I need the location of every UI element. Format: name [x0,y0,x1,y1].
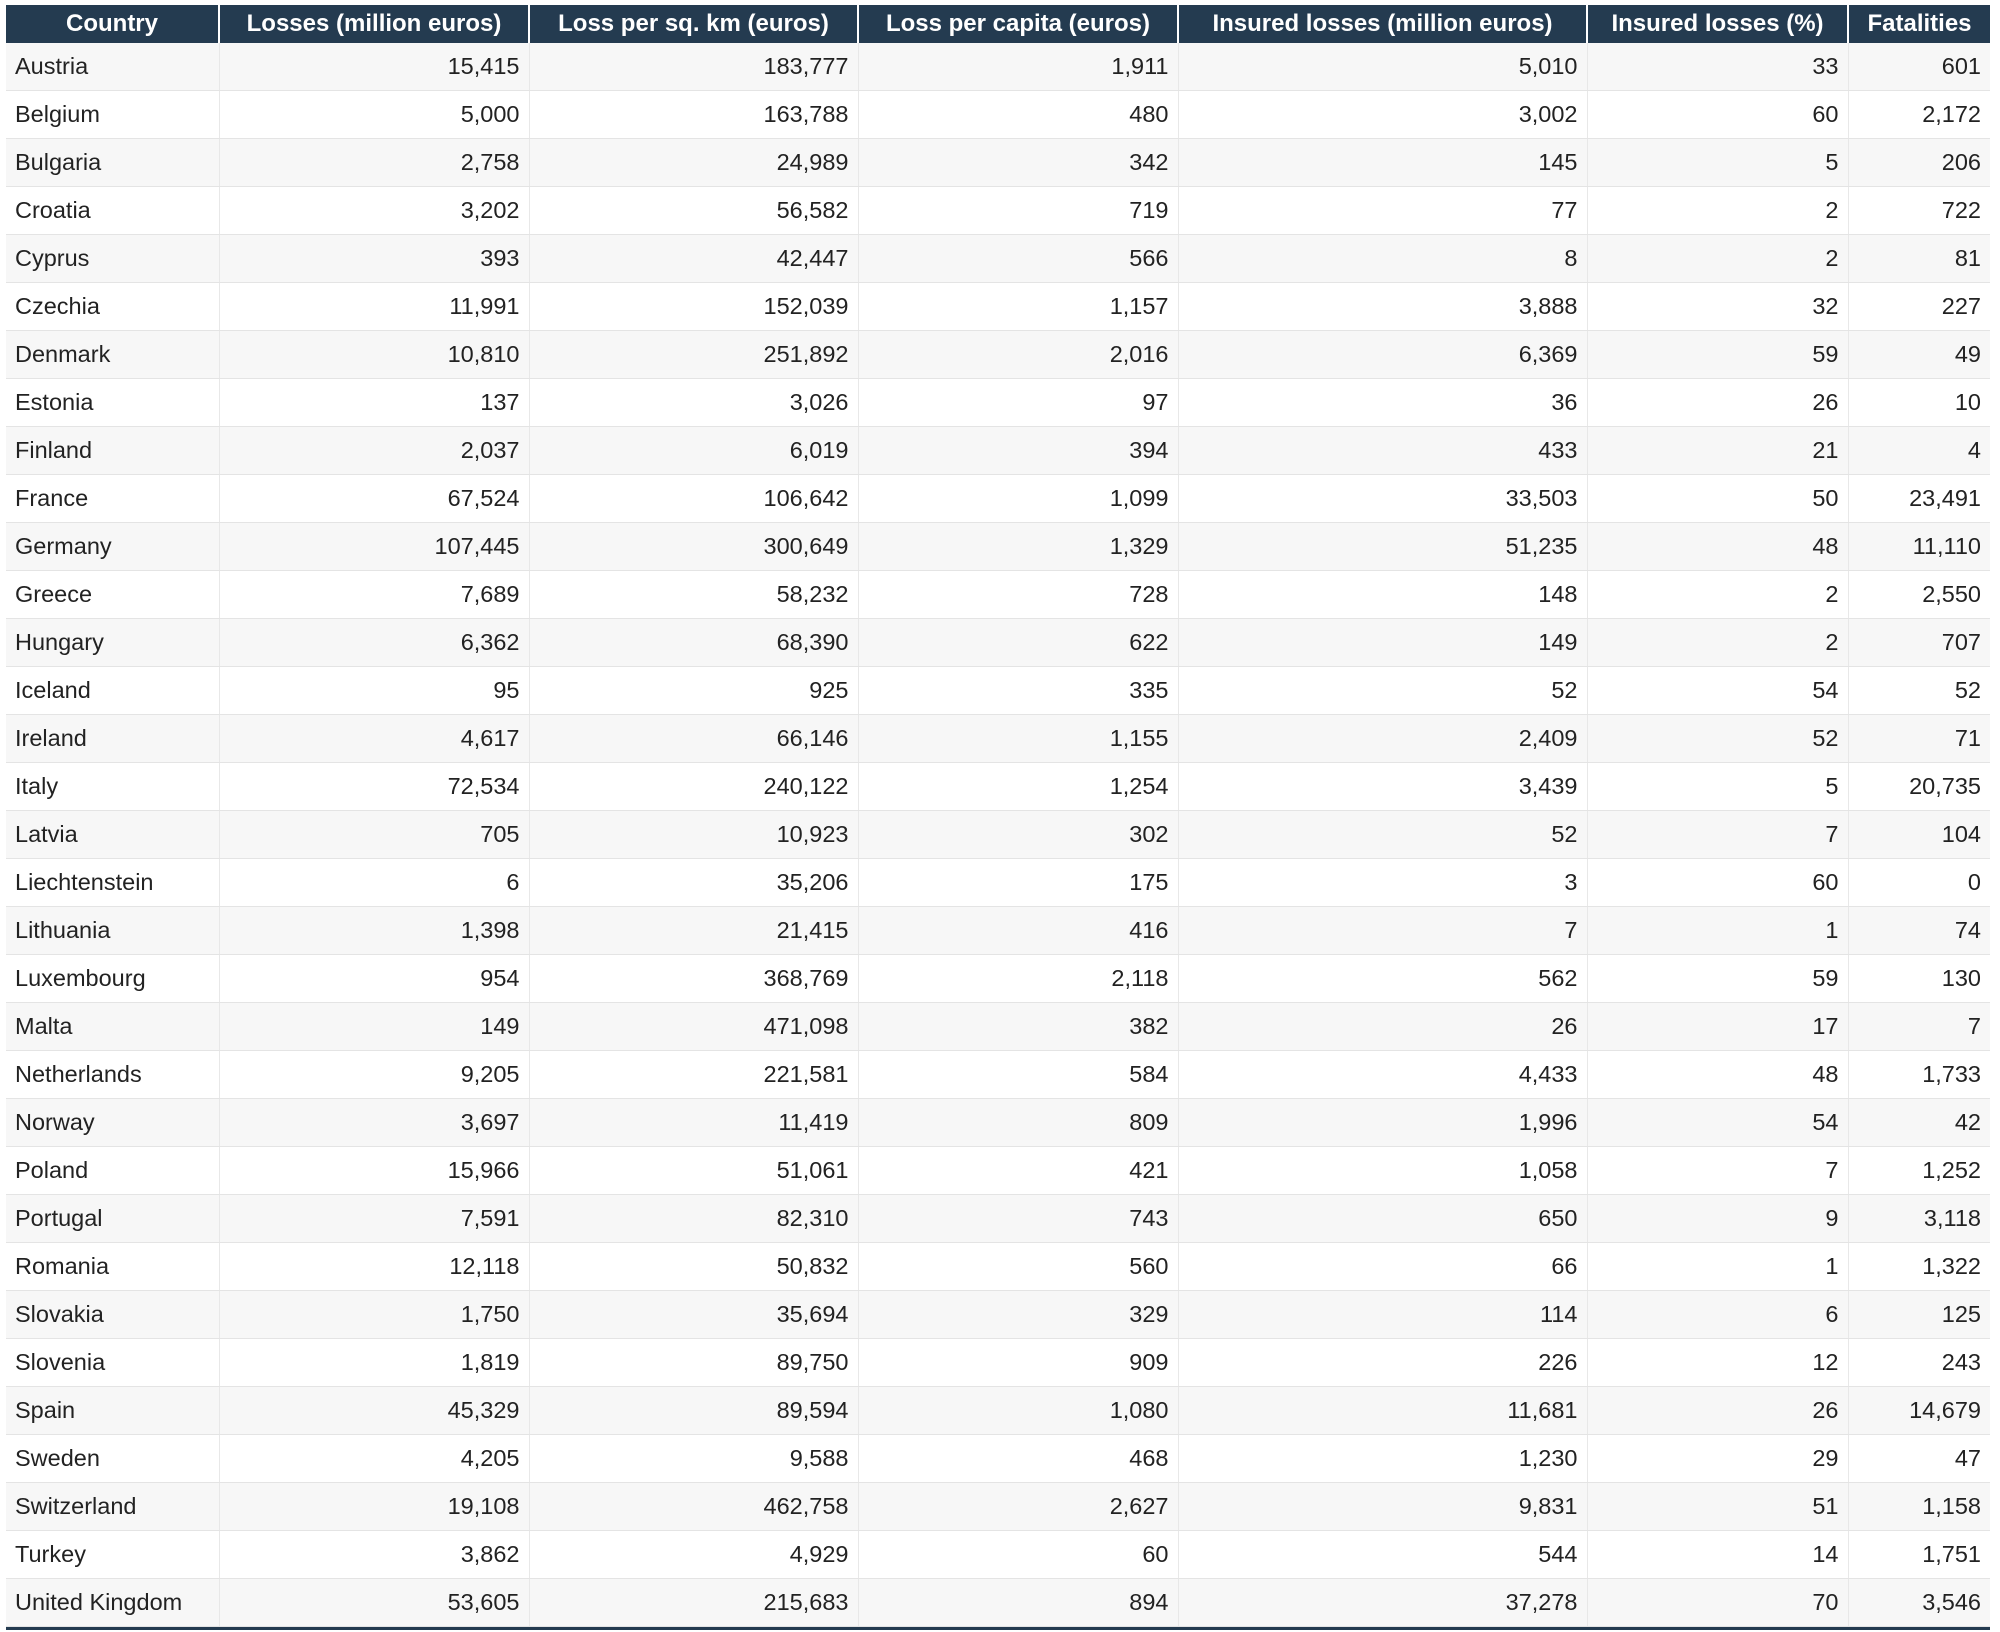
value-cell: 35,206 [529,859,858,907]
value-cell: 70 [1587,1579,1848,1627]
value-cell: 6,369 [1178,331,1587,379]
column-header: Insured losses (%) [1587,5,1848,43]
value-cell: 54 [1587,1099,1848,1147]
value-cell: 10,810 [219,331,529,379]
value-cell: 226 [1178,1339,1587,1387]
table-row [6,619,1990,667]
value-cell: 3,862 [219,1531,529,1579]
value-cell: 1,733 [1848,1051,1990,1099]
table-row [6,1291,1990,1339]
value-cell: 114 [1178,1291,1587,1339]
country-cell: Portugal [6,1195,219,1243]
value-cell: 12 [1587,1339,1848,1387]
table-row [6,1483,1990,1531]
value-cell: 3,002 [1178,91,1587,139]
value-cell: 2,172 [1848,91,1990,139]
value-cell: 58,232 [529,571,858,619]
value-cell: 2,118 [858,955,1178,1003]
value-cell: 1,996 [1178,1099,1587,1147]
country-cell: Estonia [6,379,219,427]
value-cell: 10 [1848,379,1990,427]
value-cell: 1,155 [858,715,1178,763]
value-cell: 894 [858,1579,1178,1627]
value-cell: 1,099 [858,475,1178,523]
table-row [6,139,1990,187]
value-cell: 33 [1587,43,1848,91]
value-cell: 342 [858,139,1178,187]
table-row [6,475,1990,523]
value-cell: 2,550 [1848,571,1990,619]
table-row [6,1051,1990,1099]
value-cell: 104 [1848,811,1990,859]
value-cell: 4,929 [529,1531,858,1579]
value-cell: 394 [858,427,1178,475]
country-cell: United Kingdom [6,1579,219,1627]
country-cell: Finland [6,427,219,475]
value-cell: 3,202 [219,187,529,235]
value-cell: 5 [1587,139,1848,187]
column-header: Country [6,5,219,43]
value-cell: 15,415 [219,43,529,91]
value-cell: 4,205 [219,1435,529,1483]
value-cell: 66 [1178,1243,1587,1291]
value-cell: 1,329 [858,523,1178,571]
value-cell: 1,252 [1848,1147,1990,1195]
value-cell: 15,966 [219,1147,529,1195]
value-cell: 60 [1587,859,1848,907]
value-cell: 2,016 [858,331,1178,379]
table-body [6,43,1990,1627]
value-cell: 1,058 [1178,1147,1587,1195]
value-cell: 11,419 [529,1099,858,1147]
value-cell: 95 [219,667,529,715]
country-cell: Malta [6,1003,219,1051]
value-cell: 4,617 [219,715,529,763]
value-cell: 37,278 [1178,1579,1587,1627]
table-row [6,427,1990,475]
column-header: Insured losses (million euros) [1178,5,1587,43]
value-cell: 1,158 [1848,1483,1990,1531]
country-cell: Netherlands [6,1051,219,1099]
table-row [6,1195,1990,1243]
value-cell: 243 [1848,1339,1990,1387]
value-cell: 1,911 [858,43,1178,91]
value-cell: 163,788 [529,91,858,139]
value-cell: 6,362 [219,619,529,667]
value-cell: 20,735 [1848,763,1990,811]
value-cell: 33,503 [1178,475,1587,523]
table-row [6,91,1990,139]
value-cell: 82,310 [529,1195,858,1243]
value-cell: 5,000 [219,91,529,139]
table-row [6,667,1990,715]
table-row [6,763,1990,811]
country-cell: Ireland [6,715,219,763]
value-cell: 335 [858,667,1178,715]
table-row [6,1387,1990,1435]
value-cell: 7 [1587,811,1848,859]
value-cell: 50 [1587,475,1848,523]
country-cell: Turkey [6,1531,219,1579]
table-row [6,1339,1990,1387]
value-cell: 36 [1178,379,1587,427]
value-cell: 125 [1848,1291,1990,1339]
value-cell: 1 [1587,907,1848,955]
value-cell: 148 [1178,571,1587,619]
value-cell: 19,108 [219,1483,529,1531]
value-cell: 1 [1587,1243,1848,1291]
value-cell: 329 [858,1291,1178,1339]
table-row [6,1243,1990,1291]
table-bottom-rule [6,1627,1990,1630]
table-row [6,859,1990,907]
value-cell: 52 [1178,667,1587,715]
value-cell: 68,390 [529,619,858,667]
value-cell: 66,146 [529,715,858,763]
value-cell: 468 [858,1435,1178,1483]
value-cell: 3,888 [1178,283,1587,331]
country-cell: France [6,475,219,523]
value-cell: 81 [1848,235,1990,283]
value-cell: 107,445 [219,523,529,571]
value-cell: 9,588 [529,1435,858,1483]
value-cell: 175 [858,859,1178,907]
value-cell: 60 [1587,91,1848,139]
value-cell: 42 [1848,1099,1990,1147]
country-cell: Czechia [6,283,219,331]
value-cell: 29 [1587,1435,1848,1483]
value-cell: 544 [1178,1531,1587,1579]
value-cell: 1,157 [858,283,1178,331]
value-cell: 32 [1587,283,1848,331]
value-cell: 5,010 [1178,43,1587,91]
value-cell: 221,581 [529,1051,858,1099]
country-cell: Belgium [6,91,219,139]
country-cell: Denmark [6,331,219,379]
value-cell: 45,329 [219,1387,529,1435]
table-row [6,187,1990,235]
value-cell: 240,122 [529,763,858,811]
table-row [6,331,1990,379]
value-cell: 705 [219,811,529,859]
country-cell: Germany [6,523,219,571]
value-cell: 809 [858,1099,1178,1147]
value-cell: 650 [1178,1195,1587,1243]
value-cell: 48 [1587,1051,1848,1099]
value-cell: 719 [858,187,1178,235]
value-cell: 2,409 [1178,715,1587,763]
header-row [6,5,1990,43]
value-cell: 480 [858,91,1178,139]
value-cell: 12,118 [219,1243,529,1291]
value-cell: 566 [858,235,1178,283]
value-cell: 393 [219,235,529,283]
value-cell: 4 [1848,427,1990,475]
value-cell: 51,061 [529,1147,858,1195]
table-row [6,907,1990,955]
table-row [6,283,1990,331]
value-cell: 7,689 [219,571,529,619]
value-cell: 26 [1587,379,1848,427]
value-cell: 1,750 [219,1291,529,1339]
value-cell: 2 [1587,571,1848,619]
value-cell: 3,546 [1848,1579,1990,1627]
value-cell: 421 [858,1147,1178,1195]
value-cell: 4,433 [1178,1051,1587,1099]
country-cell: Switzerland [6,1483,219,1531]
country-cell: Greece [6,571,219,619]
table-row [6,523,1990,571]
value-cell: 5 [1587,763,1848,811]
country-cell: Latvia [6,811,219,859]
value-cell: 47 [1848,1435,1990,1483]
value-cell: 6 [1587,1291,1848,1339]
value-cell: 145 [1178,139,1587,187]
value-cell: 8 [1178,235,1587,283]
value-cell: 7 [1587,1147,1848,1195]
value-cell: 10,923 [529,811,858,859]
value-cell: 50,832 [529,1243,858,1291]
value-cell: 562 [1178,955,1587,1003]
value-cell: 59 [1587,955,1848,1003]
table-row [6,43,1990,91]
value-cell: 35,694 [529,1291,858,1339]
value-cell: 3,026 [529,379,858,427]
value-cell: 53,605 [219,1579,529,1627]
value-cell: 7,591 [219,1195,529,1243]
value-cell: 1,254 [858,763,1178,811]
value-cell: 2 [1587,235,1848,283]
country-cell: Romania [6,1243,219,1291]
value-cell: 7 [1178,907,1587,955]
value-cell: 21,415 [529,907,858,955]
value-cell: 6 [219,859,529,907]
country-cell: Bulgaria [6,139,219,187]
value-cell: 3 [1178,859,1587,907]
value-cell: 2,037 [219,427,529,475]
value-cell: 251,892 [529,331,858,379]
value-cell: 24,989 [529,139,858,187]
value-cell: 11,110 [1848,523,1990,571]
value-cell: 48 [1587,523,1848,571]
value-cell: 9,831 [1178,1483,1587,1531]
losses-table [6,5,1990,1627]
value-cell: 11,991 [219,283,529,331]
country-cell: Iceland [6,667,219,715]
table-row [6,1099,1990,1147]
table-row [6,235,1990,283]
value-cell: 42,447 [529,235,858,283]
value-cell: 89,594 [529,1387,858,1435]
value-cell: 302 [858,811,1178,859]
column-header: Fatalities [1848,5,1990,43]
value-cell: 17 [1587,1003,1848,1051]
value-cell: 11,681 [1178,1387,1587,1435]
value-cell: 3,118 [1848,1195,1990,1243]
value-cell: 728 [858,571,1178,619]
value-cell: 60 [858,1531,1178,1579]
value-cell: 1,322 [1848,1243,1990,1291]
value-cell: 416 [858,907,1178,955]
country-cell: Croatia [6,187,219,235]
value-cell: 77 [1178,187,1587,235]
value-cell: 67,524 [219,475,529,523]
value-cell: 707 [1848,619,1990,667]
value-cell: 52 [1587,715,1848,763]
value-cell: 2,627 [858,1483,1178,1531]
country-cell: Lithuania [6,907,219,955]
value-cell: 909 [858,1339,1178,1387]
value-cell: 149 [219,1003,529,1051]
value-cell: 26 [1587,1387,1848,1435]
value-cell: 471,098 [529,1003,858,1051]
country-cell: Liechtenstein [6,859,219,907]
value-cell: 2 [1587,187,1848,235]
value-cell: 1,398 [219,907,529,955]
value-cell: 2,758 [219,139,529,187]
table-row [6,955,1990,1003]
value-cell: 462,758 [529,1483,858,1531]
table-row [6,811,1990,859]
value-cell: 72,534 [219,763,529,811]
value-cell: 9,205 [219,1051,529,1099]
value-cell: 300,649 [529,523,858,571]
value-cell: 74 [1848,907,1990,955]
country-cell: Spain [6,1387,219,1435]
value-cell: 3,697 [219,1099,529,1147]
value-cell: 106,642 [529,475,858,523]
value-cell: 584 [858,1051,1178,1099]
value-cell: 722 [1848,187,1990,235]
value-cell: 1,080 [858,1387,1178,1435]
value-cell: 3,439 [1178,763,1587,811]
column-header: Losses (million euros) [219,5,529,43]
value-cell: 1,230 [1178,1435,1587,1483]
value-cell: 51 [1587,1483,1848,1531]
value-cell: 152,039 [529,283,858,331]
value-cell: 9 [1587,1195,1848,1243]
table-row [6,715,1990,763]
value-cell: 23,491 [1848,475,1990,523]
value-cell: 954 [219,955,529,1003]
value-cell: 52 [1848,667,1990,715]
country-cell: Luxembourg [6,955,219,1003]
value-cell: 925 [529,667,858,715]
value-cell: 51,235 [1178,523,1587,571]
country-cell: Slovenia [6,1339,219,1387]
table-row [6,1147,1990,1195]
value-cell: 54 [1587,667,1848,715]
value-cell: 149 [1178,619,1587,667]
value-cell: 183,777 [529,43,858,91]
country-cell: Sweden [6,1435,219,1483]
country-cell: Italy [6,763,219,811]
value-cell: 2 [1587,619,1848,667]
country-cell: Cyprus [6,235,219,283]
country-cell: Austria [6,43,219,91]
country-cell: Hungary [6,619,219,667]
table-row [6,1003,1990,1051]
value-cell: 26 [1178,1003,1587,1051]
value-cell: 368,769 [529,955,858,1003]
value-cell: 601 [1848,43,1990,91]
table-row [6,1435,1990,1483]
value-cell: 743 [858,1195,1178,1243]
value-cell: 56,582 [529,187,858,235]
value-cell: 14 [1587,1531,1848,1579]
value-cell: 382 [858,1003,1178,1051]
value-cell: 97 [858,379,1178,427]
table-row [6,379,1990,427]
column-header: Loss per capita (euros) [858,5,1178,43]
value-cell: 49 [1848,331,1990,379]
value-cell: 89,750 [529,1339,858,1387]
table-row [6,1579,1990,1627]
country-cell: Poland [6,1147,219,1195]
value-cell: 0 [1848,859,1990,907]
value-cell: 130 [1848,955,1990,1003]
country-cell: Slovakia [6,1291,219,1339]
value-cell: 206 [1848,139,1990,187]
value-cell: 14,679 [1848,1387,1990,1435]
value-cell: 7 [1848,1003,1990,1051]
column-header: Loss per sq. km (euros) [529,5,858,43]
value-cell: 1,751 [1848,1531,1990,1579]
value-cell: 52 [1178,811,1587,859]
data-table-wrapper [6,5,1990,1627]
country-cell: Norway [6,1099,219,1147]
value-cell: 59 [1587,331,1848,379]
value-cell: 21 [1587,427,1848,475]
table-header [6,5,1990,43]
value-cell: 1,819 [219,1339,529,1387]
value-cell: 622 [858,619,1178,667]
value-cell: 433 [1178,427,1587,475]
value-cell: 6,019 [529,427,858,475]
value-cell: 560 [858,1243,1178,1291]
value-cell: 215,683 [529,1579,858,1627]
value-cell: 71 [1848,715,1990,763]
table-row [6,1531,1990,1579]
value-cell: 137 [219,379,529,427]
value-cell: 227 [1848,283,1990,331]
table-row [6,571,1990,619]
